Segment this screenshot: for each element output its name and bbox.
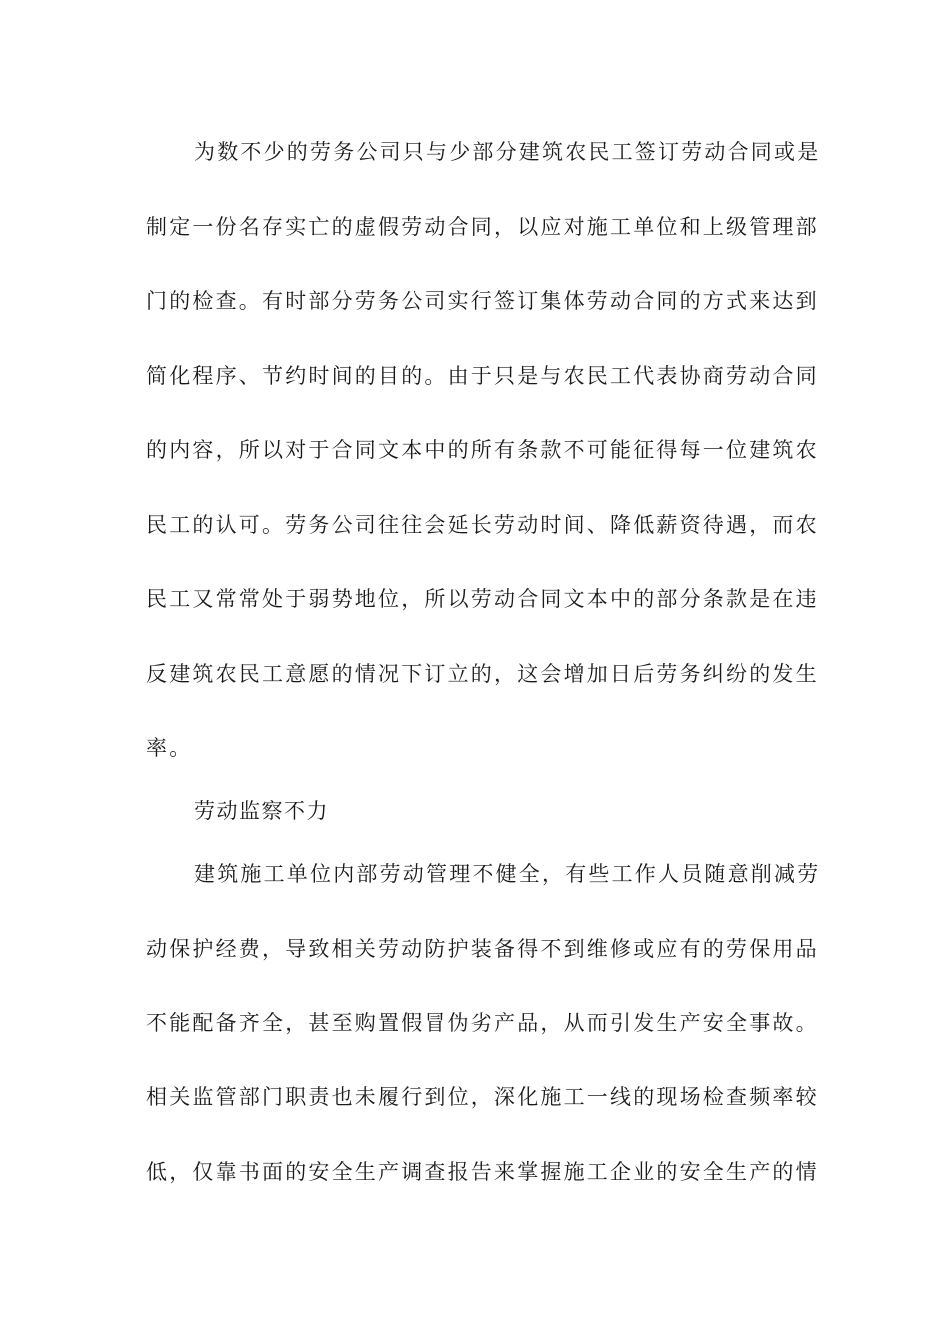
paragraph-line: 不能配备齐全，甚至购置假冒伪劣产品，从而引发生产安全事故。 [146, 1011, 819, 1035]
paragraph-line: 率。 [146, 736, 193, 760]
paragraph-line: 民工的认可。劳务公司往往会延长劳动时间、降低薪资待遇，而农 [146, 513, 819, 537]
paragraph-line: 为数不少的劳务公司只与少部分建筑农民工签订劳动合同或是 [194, 140, 821, 164]
paragraph-line: 动保护经费，导致相关劳动防护装备得不到维修或应有的劳保用品 [146, 937, 819, 961]
paragraph-line: 民工又常常处于弱势地位，所以劳动合同文本中的部分条款是在违 [146, 587, 819, 611]
paragraph-line: 的内容，所以对于合同文本中的所有条款不可能征得每一位建筑农 [146, 438, 819, 462]
paragraph-line: 建筑施工单位内部劳动管理不健全，有些工作人员随意削减劳 [194, 862, 821, 886]
paragraph-line: 反建筑农民工意愿的情况下订立的，这会增加日后劳务纠纷的发生 [146, 662, 819, 686]
paragraph-line: 简化程序、节约时间的目的。由于只是与农民工代表协商劳动合同 [146, 364, 819, 388]
paragraph-line: 制定一份名存实亡的虚假劳动合同，以应对施工单位和上级管理部 [146, 215, 819, 239]
paragraph-line: 门的检查。有时部分劳务公司实行签订集体劳动合同的方式来达到 [146, 289, 819, 313]
section-heading: 劳动监察不力 [194, 799, 329, 823]
paragraph-line: 相关监管部门职责也未履行到位，深化施工一线的现场检查频率较 [146, 1085, 819, 1109]
paragraph-line: 低，仅靠书面的安全生产调查报告来掌握施工企业的安全生产的情 [146, 1160, 819, 1184]
